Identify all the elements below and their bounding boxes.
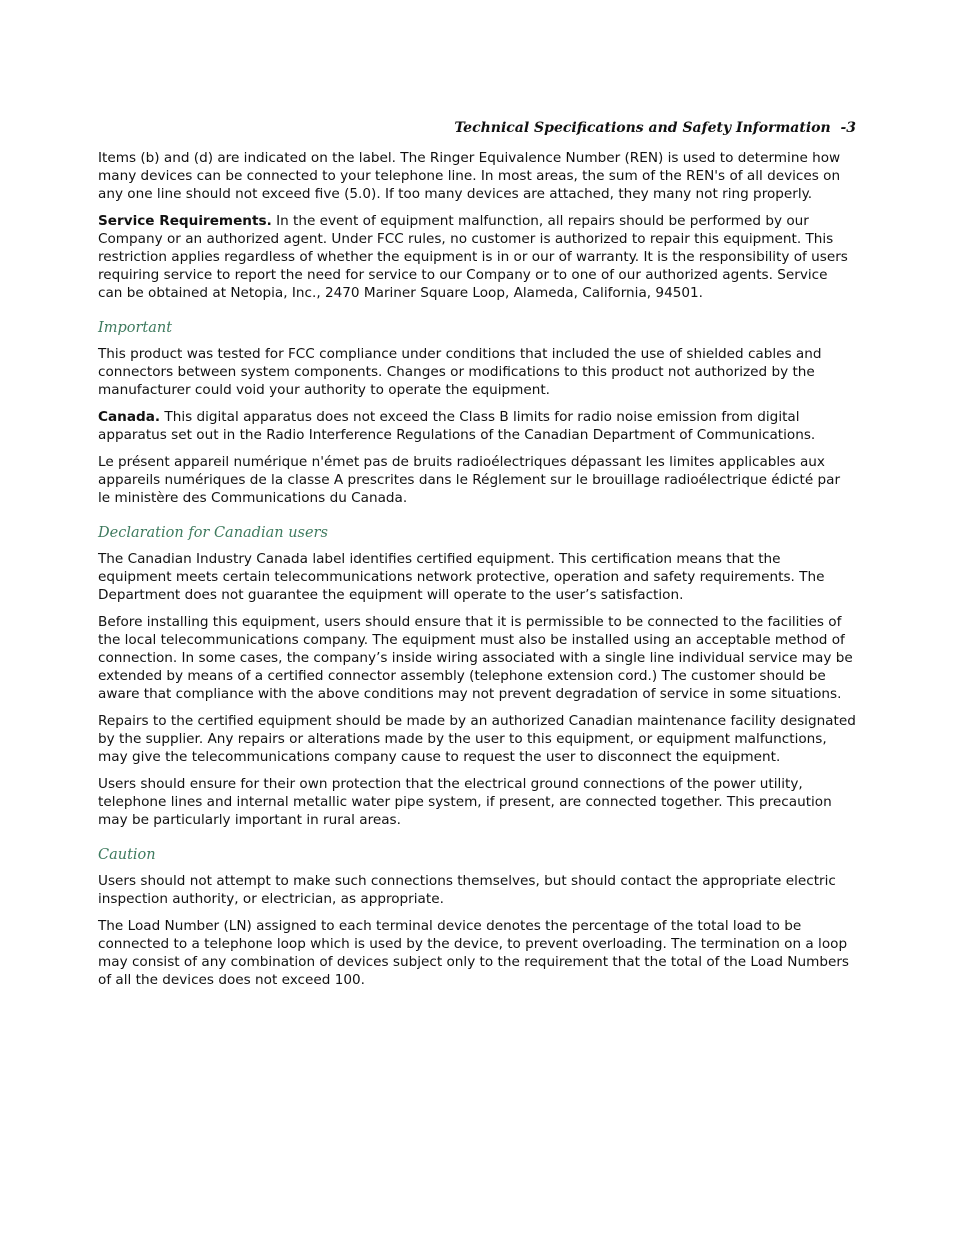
paragraph-canada	[98, 408, 856, 444]
heading-declaration: Declaration for Canadian users	[98, 525, 328, 541]
paragraph-ground-connections: Users should ensure for their own protection that the electrical ground connections of the power utility, telephone lines and internal metallic water pipe system, if present, are connected together. This precaution may be particularly important in rural areas.	[98, 776, 832, 828]
running-header	[98, 118, 856, 138]
paragraph-industry-canada-label: The Canadian Industry Canada label identifies certified equipment. This certification means that the equipment meets certain telecommunications network protective, operation and safety requirements. The Department does not guarantee the equipment will operate to the user’s satisfaction.	[98, 551, 825, 603]
paragraph-french-notice: Le présent appareil numérique n'émet pas de bruits radioélectriques dépassant les limites applicables aux appareils numériques de la classe A prescrites dans le Réglement sur le brouillage radioélectrique édicté par le ministère des Communications du Canada.	[98, 454, 841, 506]
service-requirements-text: In the event of equipment malfunction, all repairs should be performed by our Company or an authorized agent. Under FCC rules, no customer is authorized to repair this equipment. This restriction applies regardless of whether the equipment is in or our of warranty. It is the responsibility of users requiring service to report the need for service to our Company or to one of our authorized agents. Service can be obtained at Netopia, Inc., 2470 Mariner Square Loop, Alameda, California, 94501.	[98, 213, 848, 301]
running-header-title: Technical Specifications and Safety Information	[454, 120, 831, 136]
paragraph-service-requirements	[98, 212, 856, 302]
paragraph-load-number: The Load Number (LN) assigned to each terminal device denotes the percentage of the total load to be connected to a telephone loop which is used by the device, to prevent overloading. The termination on a loop may consist of any combination of devices subject only to the requirement that the total of the Load Numbers of all the devices does not exceed 100.	[98, 918, 849, 988]
canada-lead: Canada.	[98, 409, 161, 425]
heading-important: Important	[98, 320, 173, 336]
document-page	[98, 118, 856, 998]
heading-caution: Caution	[98, 847, 156, 863]
service-requirements-lead: Service Requirements.	[98, 213, 272, 229]
canada-text: This digital apparatus does not exceed the Class B limits for radio noise emission from digital apparatus set out in the Radio Interference Regulations of the Canadian Department of Communications.	[98, 409, 816, 443]
paragraph-before-installing: Before installing this equipment, users should ensure that it is permissible to be connected to the facilities of the local telecommunications company. The equipment must also be installed using an acceptable method of connection. In some cases, the company’s inside wiring associated with a single line individual service may be extended by means of a certified connector assembly (telephone extension cord.) The customer should be aware that compliance with the above conditions may not prevent degradation of service in some situations.	[98, 614, 853, 702]
paragraph-ren: Items (b) and (d) are indicated on the label. The Ringer Equivalence Number (REN) is used to determine how many devices can be connected to your telephone line. In most areas, the sum of the REN's of all devices on any one line should not exceed five (5.0). If too many devices are attached, they many not ring properly.	[98, 150, 841, 202]
paragraph-fcc-compliance: This product was tested for FCC compliance under conditions that included the use of shielded cables and connectors between system components. Changes or modifications to this product not authorized by the manufacturer could void your authority to operate the equipment.	[98, 346, 822, 398]
paragraph-repairs: Repairs to the certified equipment should be made by an authorized Canadian maintenance facility designated by the supplier. Any repairs or alterations made by the user to this equipment, or equipment malfunctions, may give the telecommunications company cause to request the user to disconnect the equipment.	[98, 713, 856, 765]
paragraph-caution-text: Users should not attempt to make such connections themselves, but should contact the appropriate electric inspection authority, or electrician, as appropriate.	[98, 873, 836, 907]
page-number: -3	[840, 120, 856, 136]
